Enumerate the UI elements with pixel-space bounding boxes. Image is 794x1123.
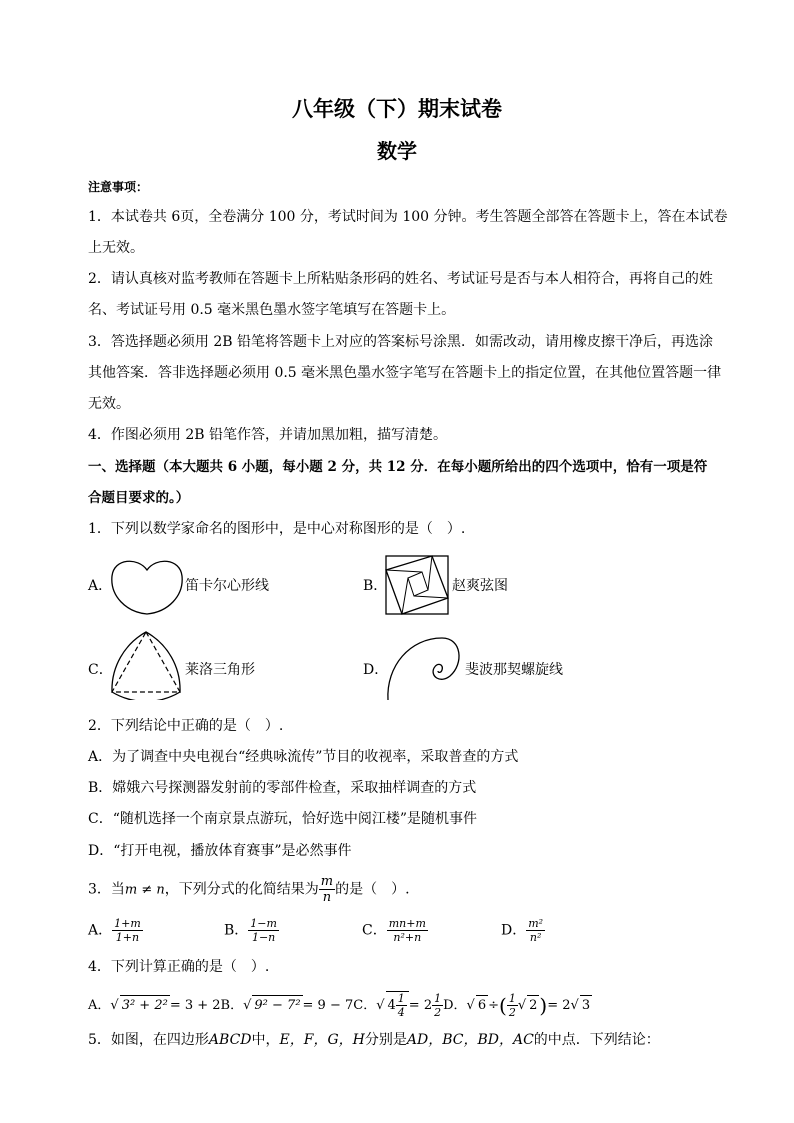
q4-option-d-close-paren: ) <box>539 993 548 1018</box>
q4-option-b-rhs: = 9 − 7 <box>302 998 354 1013</box>
section-1-heading-line-2: 合题目要求的。） <box>88 490 190 506</box>
q2-option-b: B．嫦娥六号探测器发射前的零部件检查，采取抽样调查的方式 <box>88 780 477 796</box>
q3-target-denominator: n <box>322 890 332 905</box>
q4-option-d-div: ÷ <box>488 998 500 1013</box>
q1-stem: 1．下列以数学家命名的图形中，是中心对称图形的是（ ）. <box>88 521 466 537</box>
q3-target-fraction <box>319 874 335 905</box>
reuleaux-triangle-figure <box>106 628 186 700</box>
q3-stem-mid: ，下列分式的化简结果为 <box>164 881 319 898</box>
q1-option-c-label: 莱洛三角形 <box>185 662 255 678</box>
q3-stem-pre: 3．当 <box>88 881 125 898</box>
q4-option-c-radicand-num: 1 <box>397 992 405 1005</box>
q3-option-c <box>362 917 428 944</box>
notice-item-1-line-2: 上无效。 <box>88 240 144 256</box>
notice-item-4: 4．作图必须用 2B 铅笔作答，并请加黑加粗，描写清楚。 <box>88 427 448 443</box>
notice-item-2-line-2: 名、考试证号用 0.5 毫米黑色墨水签字笔填写在答题卡上。 <box>88 302 456 318</box>
exam-title: 八年级（下）期末试卷 <box>292 97 502 121</box>
q1-option-c-letter: C． <box>88 662 113 678</box>
q1-option-d-label: 斐波那契螺旋线 <box>465 662 563 678</box>
q3-option-c-denominator: n²+n <box>393 931 422 944</box>
q3-option-b-denominator: 1−n <box>251 931 276 944</box>
q4-option-d-open-paren: ( <box>499 993 507 1018</box>
q4-option-d-letter: D． <box>443 998 467 1013</box>
q1-option-d-letter: D． <box>363 662 389 678</box>
q3-option-c-letter: C． <box>362 922 387 939</box>
q5-points: E，F，G，H <box>279 1032 365 1048</box>
q3-option-d <box>501 917 545 944</box>
q2-stem: 2．下列结论中正确的是（ ）. <box>88 718 284 734</box>
q3-stem <box>88 874 716 905</box>
q1-option-b-label: 赵爽弦图 <box>452 578 508 594</box>
q4-stem: 4．下列计算正确的是（ ）. <box>88 959 270 975</box>
q4-option-d-rhs-radicand: 3 <box>580 995 592 1016</box>
q3-option-d-letter: D． <box>501 922 527 939</box>
q4-option-c-radicand-den: 4 <box>397 1006 405 1019</box>
q4-option-c-rhs-num: 1 <box>434 992 442 1005</box>
q3-option-a-denominator: 1+n <box>115 931 140 944</box>
notice-item-2-line-1: 2．请认真核对监考教师在答题卡上所粘贴条形码的姓名、考试证号是否与本人相符合，再将自己的姓 <box>88 271 713 287</box>
q3-option-a-numerator: 1+m <box>114 917 141 930</box>
q3-option-c-fraction <box>387 917 428 944</box>
q5-stem-mid2: 分别是 <box>364 1032 407 1048</box>
q4-option-c-rhs-int: = 2 <box>408 998 433 1013</box>
fibonacci-spiral-figure <box>384 630 466 702</box>
q3-target-numerator: m <box>320 874 334 889</box>
notice-heading: 注意事项： <box>88 180 149 194</box>
q4-option-b-sqrt-sign: √ <box>243 998 252 1013</box>
q3-option-a <box>88 917 143 944</box>
q4-option-b-radicand: 9² − 7² <box>252 995 302 1016</box>
q3-option-d-numerator: m² <box>528 917 544 930</box>
q4-option-a-rhs: = 3 + 2 <box>169 998 221 1013</box>
q4-option-c-letter: C． <box>353 998 377 1013</box>
q4-option-c-radicand <box>386 991 409 1019</box>
q4-option-d-paren-num: 1 <box>508 992 516 1005</box>
q4-option-b-letter: B． <box>220 998 244 1013</box>
q4-option-d-rhs: = 2 <box>547 998 571 1013</box>
q3-option-b <box>224 917 279 944</box>
q3-condition: m ≠ n <box>124 882 165 898</box>
notice-item-3-line-3: 无效。 <box>88 396 130 412</box>
q4-option-a-letter: A． <box>88 998 111 1013</box>
q3-option-c-numerator: mn+m <box>388 917 426 930</box>
q2-option-d: D．“打开电视，播放体育赛事”是必然事件 <box>88 843 352 859</box>
q5-stem-post: 的中点．下列结论： <box>533 1032 660 1048</box>
q3-option-d-denominator: n² <box>529 931 542 944</box>
q4-option-a-radicand: 3² + 2² <box>120 995 170 1016</box>
q1-option-b-letter: B． <box>363 578 388 594</box>
q5-quad: ABCD <box>208 1032 252 1048</box>
q4-option-c-sqrt-sign: √ <box>376 998 385 1013</box>
q1-option-a-letter: A． <box>88 578 113 594</box>
q3-option-b-letter: B． <box>224 922 249 939</box>
exam-subject: 数学 <box>377 139 417 163</box>
q4-option-d-paren-fraction <box>507 992 518 1019</box>
q5-stem <box>88 1030 716 1050</box>
q5-segments: AD，BC，BD，AC <box>406 1032 534 1048</box>
cardioid-figure <box>108 554 186 616</box>
q3-option-d-fraction <box>526 917 545 944</box>
q3-stem-post: 的是（ ）. <box>335 881 410 898</box>
q4-option-d-sqrt-sign-2: √ <box>517 998 527 1013</box>
q4-option-c-radicand-int: 4 <box>387 998 396 1013</box>
q4-option-d-lhs-radicand: 6 <box>476 995 488 1016</box>
q4-option-d-sqrt-sign-1: √ <box>466 998 475 1013</box>
q4-option-d-paren-radicand: 2 <box>527 995 539 1016</box>
q5-stem-mid: 中， <box>251 1032 280 1048</box>
notice-item-3-line-1: 3．答选择题必须用 2B 铅笔将答题卡上对应的答案标号涂黑．如需改动，请用橡皮擦干净后，再选涂 <box>88 334 714 350</box>
notice-item-1-line-1: 1．本试卷共 6页，全卷满分 100 分，考试时间为 100 分钟。考生答题全部答在答题卡上，答在本试卷 <box>88 209 728 225</box>
section-1-heading-line-1: 一、选择题（本大题共 6 小题，每小题 2 分，共 12 分．在每小题所给出的四个选项中，恰有一项是符 <box>88 459 708 475</box>
q4-option-c-radicand-fraction <box>396 992 407 1019</box>
q3-option-a-letter: A． <box>88 922 113 939</box>
q1-option-a-label: 笛卡尔心形线 <box>185 578 269 594</box>
q3-option-b-fraction <box>248 917 279 944</box>
q4-option-d-sqrt-sign-3: √ <box>570 998 579 1013</box>
q3-option-b-numerator: 1−m <box>250 917 277 930</box>
q4-option-c-rhs-den: 2 <box>434 1006 442 1019</box>
zhao-shuang-diagram <box>384 554 452 616</box>
q4-option-d-paren-den: 2 <box>508 1006 516 1019</box>
q2-option-a: A．为了调查中央电视台“经典咏流传”节目的收视率，采取普查的方式 <box>88 749 519 765</box>
q4-option-a-sqrt-sign: √ <box>110 998 119 1013</box>
notice-item-3-line-2: 其他答案．答非选择题必须用 0.5 毫米黑色墨水签字笔写在答题卡上的指定位置，在其他位置答题一律 <box>88 365 722 381</box>
q5-stem-pre: 5．如图，在四边形 <box>88 1032 209 1048</box>
q4-options <box>88 991 592 1019</box>
q2-option-c: C．“随机选择一个南京景点游玩，恰好选中阅江楼”是随机事件 <box>88 811 478 827</box>
q4-option-c-rhs-fraction <box>432 992 443 1019</box>
q3-option-a-fraction <box>112 917 143 944</box>
